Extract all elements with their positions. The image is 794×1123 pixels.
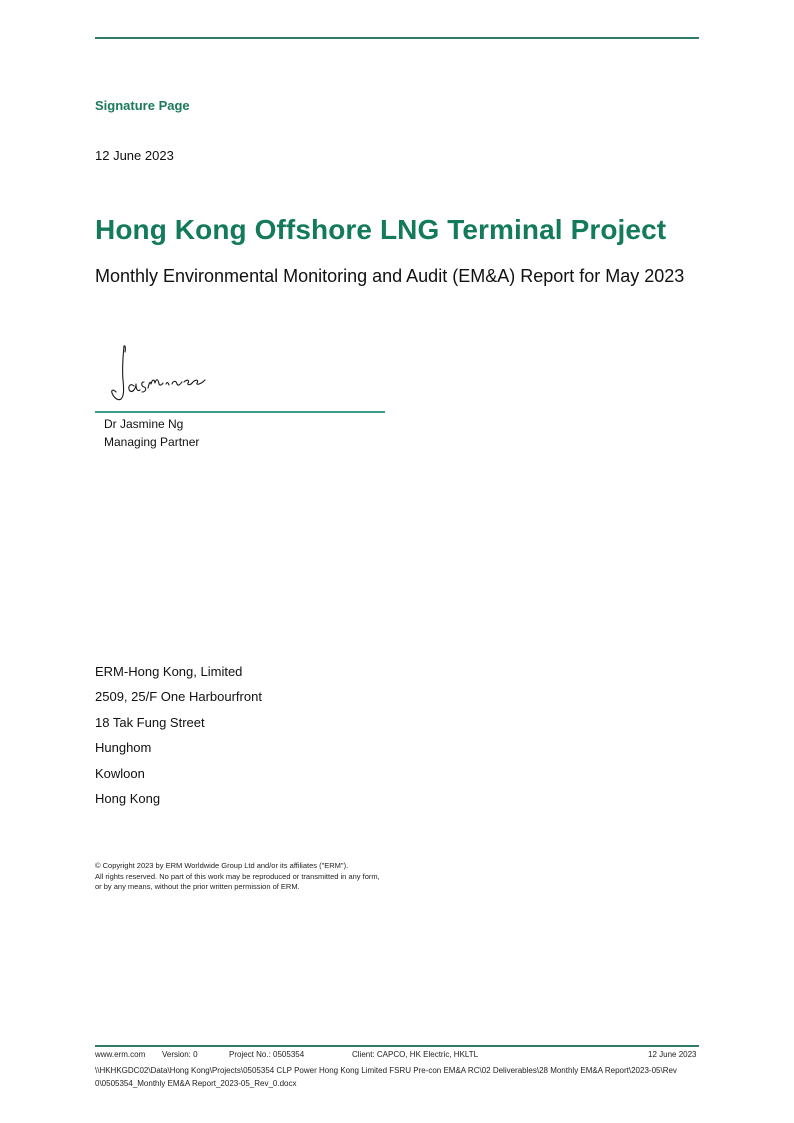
company-address xyxy=(95,664,262,816)
address-line: 2509, 25/F One Harbourfront xyxy=(95,689,262,705)
copyright-notice xyxy=(95,861,425,893)
address-line: Hunghom xyxy=(95,740,152,756)
footer-client: Client: CAPCO, HK Electric, HKLTL xyxy=(352,1050,479,1059)
document-subtitle: Monthly Environmental Monitoring and Audit (EM&A) Report for May 2023 xyxy=(95,266,685,286)
copyright-line: All rights reserved. No part of this work may be reproduced or transmitted in any form, xyxy=(95,871,380,881)
signature-icon xyxy=(110,342,220,406)
address-line: 18 Tak Fung Street xyxy=(95,714,205,730)
footer-version: Version: 0 xyxy=(162,1050,198,1059)
copyright-line: or by any means, without the prior written permission of ERM. xyxy=(95,882,300,891)
signer-role: Managing Partner xyxy=(104,435,200,449)
section-label: Signature Page xyxy=(95,98,190,113)
header-divider xyxy=(95,37,699,39)
signature-line xyxy=(95,411,385,413)
footer-file-path: \\HKHKGDC02\Data\Hong Kong\Projects\0505354 CLP Power Hong Kong Limited FSRU Pre-con EM&A RC\02 Deliverables\28 Monthly EM&A Report\2023-05\Rev 0\0505354_Monthly EM&A Report_2023-05_Rev_0.docx xyxy=(95,1066,677,1088)
footer-divider xyxy=(95,1045,699,1047)
address-line: Kowloon xyxy=(95,765,145,781)
document-title: Hong Kong Offshore LNG Terminal Project xyxy=(95,214,667,245)
address-line: Hong Kong xyxy=(95,790,161,806)
copyright-line: © Copyright 2023 by ERM Worldwide Group Ltd and/or its affiliates ("ERM"). xyxy=(95,861,349,870)
footer-website: www.erm.com xyxy=(95,1050,146,1059)
footer-project-number: Project No.: 0505354 xyxy=(229,1050,305,1059)
signer-name: Dr Jasmine Ng xyxy=(104,417,184,431)
address-line: ERM-Hong Kong, Limited xyxy=(95,664,243,679)
document-date: 12 June 2023 xyxy=(95,148,174,163)
footer-date: 12 June 2023 xyxy=(648,1050,697,1059)
